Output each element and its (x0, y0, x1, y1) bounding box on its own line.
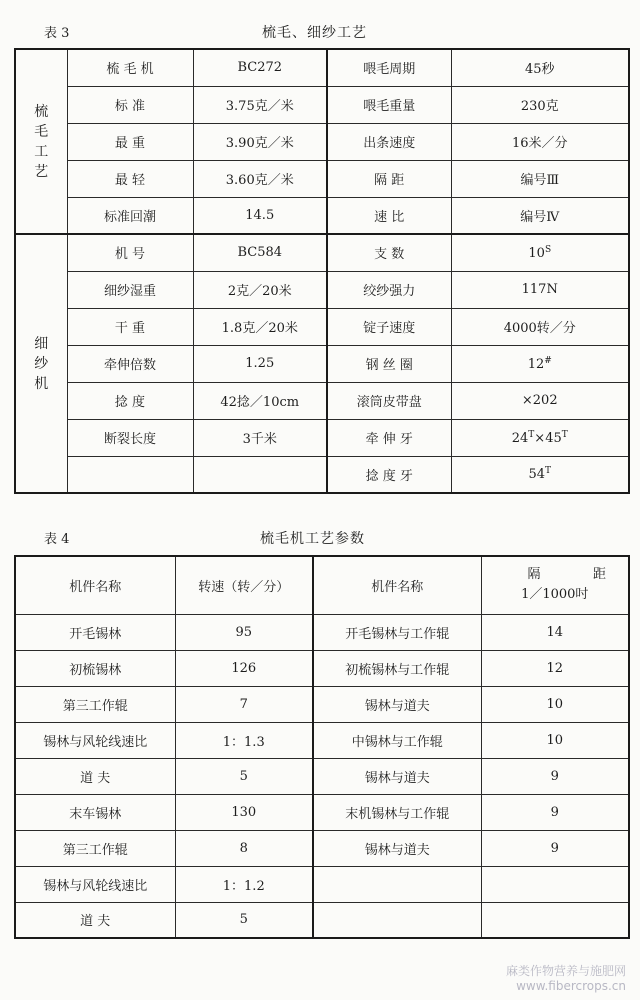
param-value-2 (451, 197, 629, 234)
table4-header-row (15, 556, 629, 614)
table4-row (15, 758, 629, 794)
value-main: 54 (528, 467, 546, 483)
param-value-2 (451, 419, 629, 456)
param-value-2 (451, 160, 629, 197)
watermark (506, 964, 626, 994)
value-sup: T (545, 466, 552, 477)
part-name: 开毛锡林 (15, 614, 175, 650)
table3-row (15, 345, 629, 382)
value-main: 12 (527, 356, 545, 372)
param-value: 14.5 (193, 197, 327, 234)
value-main: 16米／分 (511, 136, 568, 151)
watermark-line1: 麻类作物营养与施肥网 (505, 964, 626, 978)
part-name: 道 夫 (15, 902, 175, 938)
table4-caption: 表 4 (44, 532, 70, 547)
table3-row (15, 419, 629, 456)
table4-row (15, 650, 629, 686)
part-name: 锡林与风轮线速比 (15, 722, 175, 758)
param-name: 最 轻 (67, 160, 193, 197)
gap-value: 9 (481, 794, 629, 830)
value-main: 24 (511, 430, 529, 446)
part-pair-name: 锡林与道夫 (313, 758, 481, 794)
table3-title: 梳毛、细纱工艺 (262, 25, 367, 41)
header-gap-a: 隔 (527, 567, 541, 583)
param-value: 1.25 (193, 345, 327, 382)
param-name: 标 准 (67, 86, 193, 123)
table3 (14, 48, 630, 494)
table4-row (15, 866, 629, 902)
table4-row (15, 686, 629, 722)
watermark-line2: www.fibercrops.cn (516, 979, 626, 993)
table3-row (15, 271, 629, 308)
speed-value: 126 (175, 650, 313, 686)
part-name: 锡林与风轮线速比 (15, 866, 175, 902)
value-main: 编号Ⅲ (520, 173, 560, 188)
param-value (193, 456, 327, 493)
param-name: 干 重 (67, 308, 193, 345)
group-label-spinning (15, 234, 67, 493)
param-name-2: 隔 距 (327, 160, 451, 197)
param-value: BC272 (193, 49, 327, 86)
speed-value: 5 (175, 758, 313, 794)
param-value: 1.8克／20米 (193, 308, 327, 345)
part-name: 初梳锡林 (15, 650, 175, 686)
param-value: BC584 (193, 234, 327, 271)
part-pair-name: 中锡林与工作辊 (313, 722, 481, 758)
speed-value: 1：1.2 (175, 866, 313, 902)
table4-row (15, 722, 629, 758)
param-value: 2克／20米 (193, 271, 327, 308)
param-value: 3.90克／米 (193, 123, 327, 160)
group-label-char: 细 (34, 335, 49, 352)
header-part-name-2: 机件名称 (313, 556, 481, 614)
param-name-2: 牵 伸 牙 (327, 419, 451, 456)
param-name: 断裂长度 (67, 419, 193, 456)
header-gap-unit: 1／1000吋 (521, 587, 589, 603)
speed-value: 5 (175, 902, 313, 938)
param-name (67, 456, 193, 493)
param-value-2 (451, 234, 629, 271)
gap-value: 9 (481, 758, 629, 794)
group-label-char: 工 (34, 143, 49, 160)
param-name-2: 支 数 (327, 234, 451, 271)
table4-title: 梳毛机工艺参数 (260, 531, 365, 547)
value-sup: S (544, 244, 552, 255)
part-pair-name (313, 902, 481, 938)
param-name: 牵伸倍数 (67, 345, 193, 382)
table4 (14, 555, 630, 939)
param-value-2 (451, 271, 629, 308)
param-name: 梳 毛 机 (67, 49, 193, 86)
param-name: 最 重 (67, 123, 193, 160)
param-name-2: 速 比 (327, 197, 451, 234)
header-speed: 转速（转／分） (175, 556, 313, 614)
param-name: 细纱湿重 (67, 271, 193, 308)
param-name: 标准回潮 (67, 197, 193, 234)
header-gap (481, 556, 629, 614)
param-value: 3.75克／米 (193, 86, 327, 123)
group-label-char: 机 (34, 375, 49, 392)
param-value: 3千米 (193, 419, 327, 456)
part-pair-name: 初梳锡林与工作辊 (313, 650, 481, 686)
group-label-char: 梳 (34, 103, 49, 120)
table3-row (15, 197, 629, 234)
table3-caption: 表 3 (44, 26, 70, 41)
table3-row (15, 123, 629, 160)
param-value: 3.60克／米 (193, 160, 327, 197)
param-name-2: 捻 度 牙 (327, 456, 451, 493)
table3-row (15, 49, 629, 86)
param-value-2 (451, 49, 629, 86)
param-name-2: 喂毛周期 (327, 49, 451, 86)
group-label-char: 纱 (34, 355, 49, 372)
speed-value: 130 (175, 794, 313, 830)
value-sup: T (528, 429, 535, 440)
param-value: 42捻／10cm (193, 382, 327, 419)
speed-value: 8 (175, 830, 313, 866)
gap-value: 10 (481, 686, 629, 722)
param-name: 机 号 (67, 234, 193, 271)
value-main: 230克 (520, 99, 559, 114)
table4-row (15, 794, 629, 830)
value-main: 10 (528, 245, 545, 261)
part-name: 道 夫 (15, 758, 175, 794)
value-main: 编号Ⅳ (520, 209, 560, 225)
param-name: 捻 度 (67, 382, 193, 419)
gap-value (481, 902, 629, 938)
gap-value (481, 866, 629, 902)
speed-value: 1：1.3 (175, 722, 313, 758)
group-label-char: 艺 (34, 163, 49, 180)
value-sup: # (544, 355, 552, 366)
table3-row (15, 456, 629, 493)
group-label-carding (15, 49, 67, 234)
param-value-2 (451, 123, 629, 160)
table3-row (15, 234, 629, 271)
table3-row (15, 308, 629, 345)
part-pair-name: 开毛锡林与工作辊 (313, 614, 481, 650)
param-value-2 (451, 86, 629, 123)
gap-value: 10 (481, 722, 629, 758)
param-name-2: 喂毛重量 (327, 86, 451, 123)
group-label-char: 毛 (34, 123, 49, 140)
param-value-2 (451, 382, 629, 419)
table4-row (15, 902, 629, 938)
param-name-2: 滚筒皮带盘 (327, 382, 451, 419)
header-gap-b: 距 (592, 567, 606, 583)
param-value-2 (451, 456, 629, 493)
part-pair-name: 锡林与道夫 (313, 686, 481, 722)
param-name-2: 出条速度 (327, 123, 451, 160)
gap-value: 14 (481, 614, 629, 650)
table3-row (15, 86, 629, 123)
gap-value: 9 (481, 830, 629, 866)
part-name: 末车锡林 (15, 794, 175, 830)
param-name-2: 钢 丝 圈 (327, 345, 451, 382)
table4-row (15, 614, 629, 650)
param-value-2 (451, 345, 629, 382)
table4-row (15, 830, 629, 866)
part-pair-name: 末机锡林与工作辊 (313, 794, 481, 830)
table3-row (15, 382, 629, 419)
speed-value: 95 (175, 614, 313, 650)
table3-row (15, 160, 629, 197)
part-pair-name: 锡林与道夫 (313, 830, 481, 866)
gap-value: 12 (481, 650, 629, 686)
part-name: 第三工作辊 (15, 686, 175, 722)
value-sup-b: T (561, 429, 568, 440)
param-name-2: 绞纱强力 (327, 271, 451, 308)
speed-value: 7 (175, 686, 313, 722)
param-value-2 (451, 308, 629, 345)
param-name-2: 锭子速度 (327, 308, 451, 345)
value-main: 117N (521, 282, 558, 297)
part-pair-name (313, 866, 481, 902)
header-part-name: 机件名称 (15, 556, 175, 614)
value-main: ×202 (521, 393, 558, 408)
value-main: 45秒 (524, 62, 555, 78)
part-name: 第三工作辊 (15, 830, 175, 866)
value-main-b: ×45 (534, 430, 562, 446)
value-main: 4000转／分 (503, 321, 576, 336)
